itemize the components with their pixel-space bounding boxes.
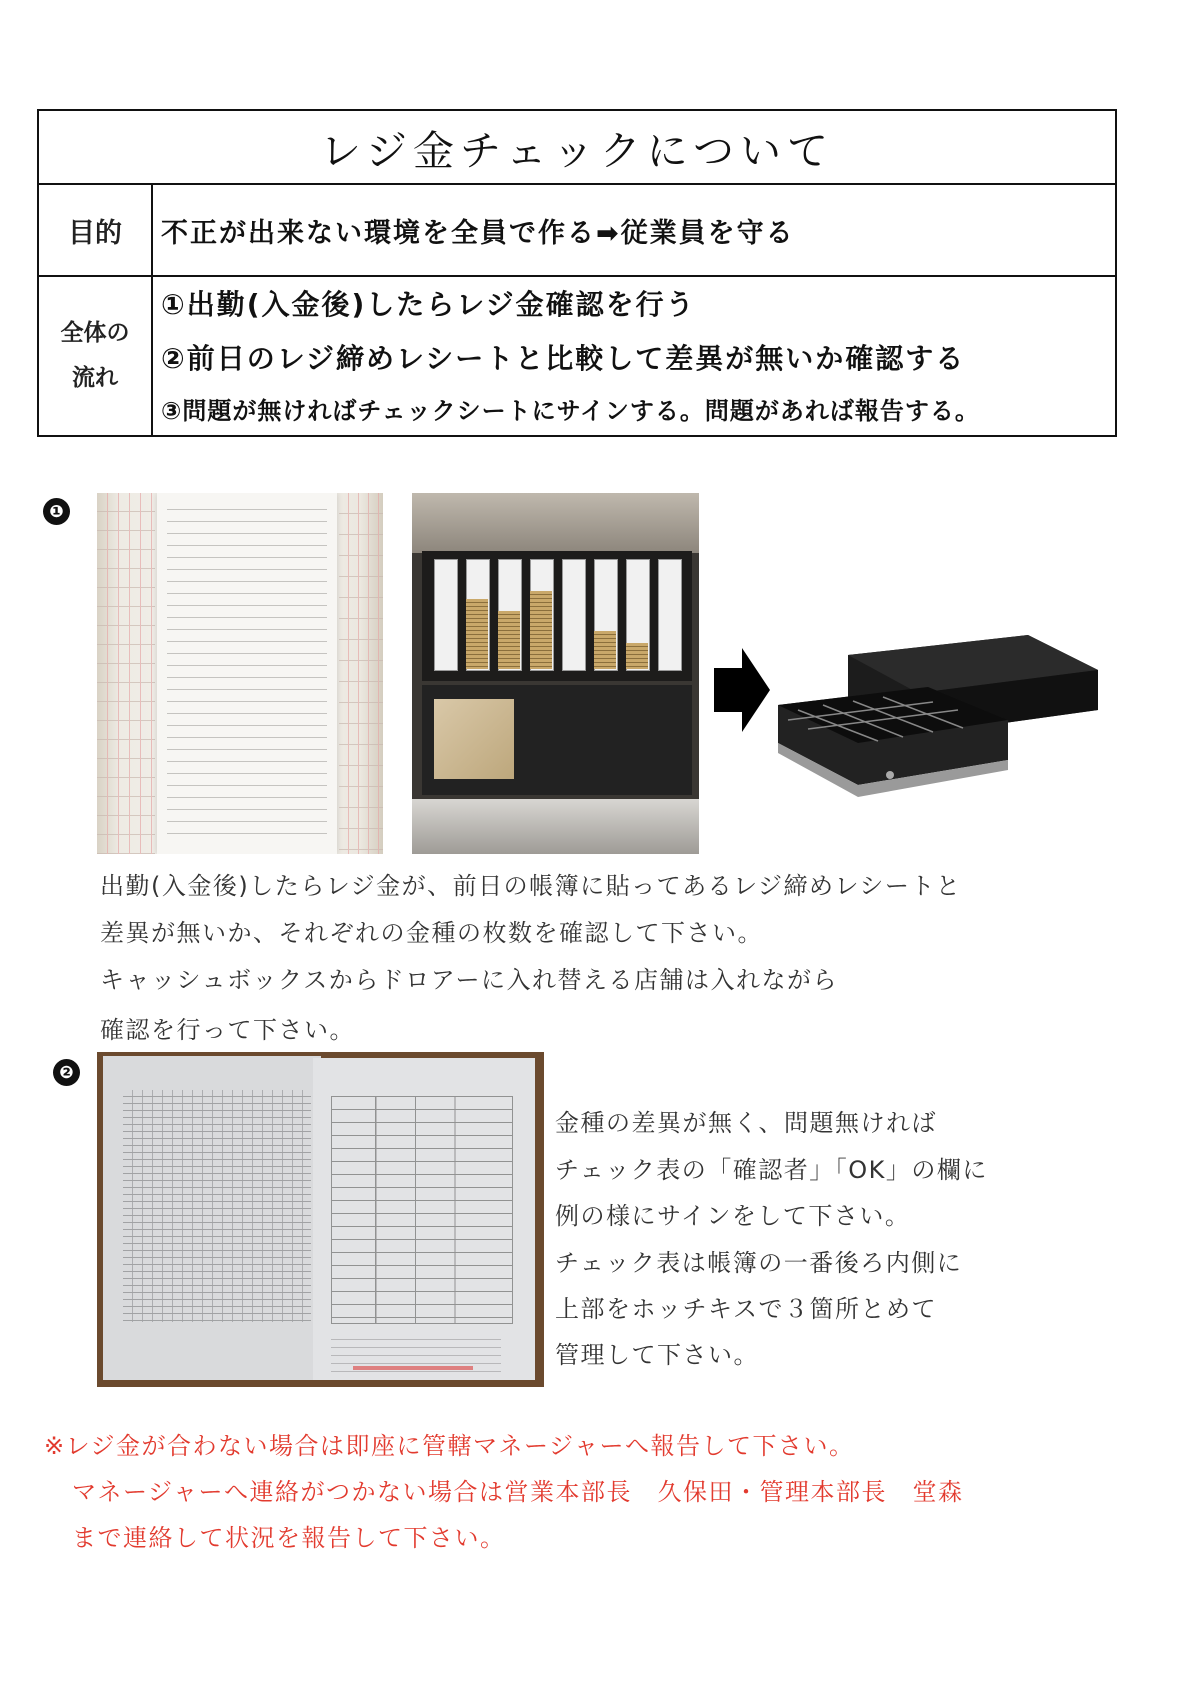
receipt-print-lines <box>167 503 327 843</box>
bill-tray <box>422 685 692 795</box>
section2-line-2: チェック表の「確認者」「OK」の欄に <box>555 1156 988 1184</box>
notice-line-1: ※レジ金が合わない場合は即座に管轄マネージャーへ報告して下さい。 <box>44 1432 855 1460</box>
section2-line-5: 上部をホッチキスで３箇所とめて <box>555 1295 938 1323</box>
ledger-page-right <box>339 493 383 854</box>
notice-line-3: まで連絡して状況を報告して下さい。 <box>72 1524 506 1552</box>
document-title: レジ金チェックについて <box>320 126 834 175</box>
flow-step-3: ③問題が無ければチェックシートにサインする。問題があれば報告する。 <box>161 397 980 425</box>
flow-label-line2: 流れ <box>72 365 118 391</box>
section2-line-3: 例の様にサインをして下さい。 <box>555 1202 911 1230</box>
arrow-right-icon <box>714 648 770 732</box>
title-row <box>39 111 1115 185</box>
purpose-row <box>39 185 1115 277</box>
section2-marker: ❷ <box>53 1059 80 1086</box>
section1-line-4: 確認を行って下さい。 <box>100 1016 355 1044</box>
flow-step-1: ①出勤(入金後)したらレジ金確認を行う <box>161 288 696 321</box>
banknotes <box>434 699 514 779</box>
section1-marker: ❶ <box>43 498 70 525</box>
section2-line-1: 金種の差異が無く、問題無ければ <box>555 1109 938 1137</box>
purpose-label: 目的 <box>39 185 153 275</box>
flow-label-line1: 全体の <box>60 320 130 346</box>
summary-table <box>37 109 1117 437</box>
left-page-grid <box>123 1090 311 1322</box>
sheet-red-note <box>353 1366 473 1370</box>
section2-line-4: チェック表は帳簿の一番後ろ内側に <box>555 1249 963 1277</box>
flow-label <box>39 277 153 435</box>
cash-box-image <box>778 625 1098 815</box>
receipt-photo <box>97 493 383 854</box>
flow-step-2: ②前日のレジ締めレシートと比較して差異が無いか確認する <box>161 342 966 375</box>
section1-line-3: キャッシュボックスからドロアーに入れ替える店舗は入れながら <box>100 966 839 994</box>
section1-line-1: 出勤(入金後)したらレジ金が、前日の帳簿に貼ってあるレジ締めレシートと <box>100 872 962 900</box>
drawer-cover-cloth <box>412 493 699 553</box>
flow-steps <box>161 277 1107 435</box>
flow-row <box>39 277 1115 435</box>
purpose-text: 不正が出来ない環境を全員で作る➡従業員を守る <box>161 218 795 249</box>
check-sheet-right-page <box>313 1058 535 1380</box>
section2-line-6: 管理して下さい。 <box>555 1341 759 1369</box>
check-sheet-photo <box>97 1052 544 1387</box>
check-table-grid <box>331 1096 513 1324</box>
check-sheet-left-page <box>103 1056 321 1380</box>
section1-line-2: 差異が無いか、それぞれの金種の枚数を確認して下さい。 <box>100 919 763 947</box>
cash-drawer-photo <box>412 493 699 854</box>
ledger-page-left <box>97 493 155 854</box>
coin-tray <box>422 551 692 681</box>
purpose-value-cell <box>161 185 1107 275</box>
notice-line-2: マネージャーへ連絡がつかない場合は営業本部長 久保田・管理本部長 堂森 <box>72 1478 964 1506</box>
drawer-front-panel <box>412 799 699 854</box>
